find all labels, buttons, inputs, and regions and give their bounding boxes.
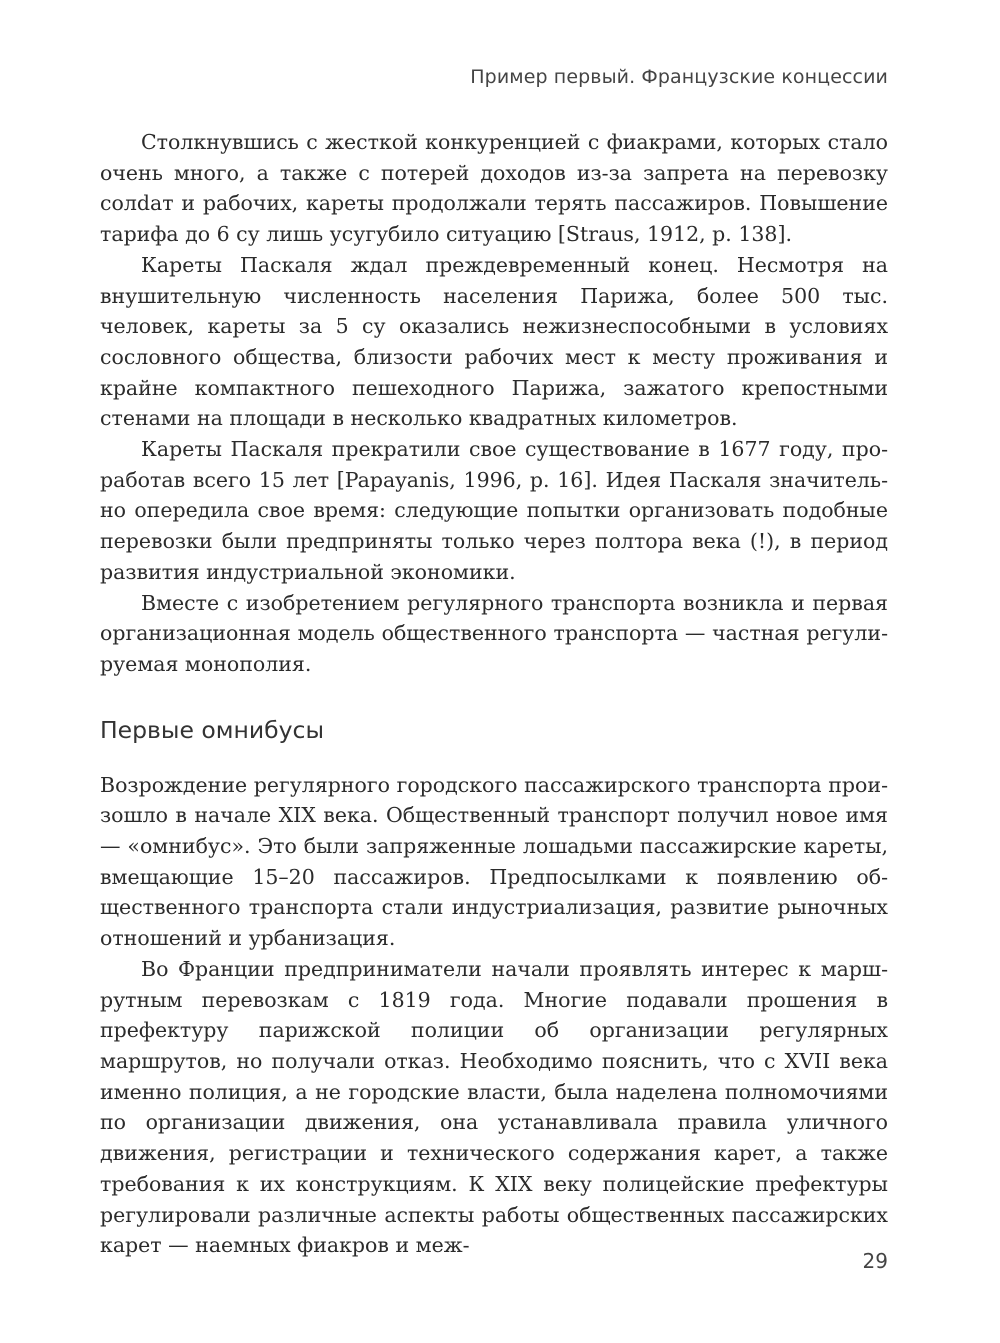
body-paragraph: Кареты Паскаля прекратили свое существование в 1677 году, проработав всего 15 лет [Papayanis, 1996, p. 16]. Идея Паскаля значительно опередила свое время: следующие попытки организовать подобные перевозки были предприняты только через полтора века (!), в период развития индустриальной экономики.: [100, 437, 888, 584]
body-paragraph: Вместе с изобретением регулярного транспорта возникла и первая организационная модель общественного транспорта — частная регулируемая монополия.: [100, 590, 888, 676]
page-number: 29: [862, 1249, 888, 1273]
body-paragraph: Возрождение регулярного городского пассажирского транспорта произошло в начале XIX века. Общественный транспорт получил новое имя — «омнибус». Это были запряженные лошадьми пассажирские кареты, вмещающие 15–20 пассажиров. Предпосылками к появлению общественного транспорта стали индустриализация, развитие рыночных отношений и урбанизация.: [100, 772, 888, 951]
body-paragraph: Кареты Паскаля ждал преждевременный конец. Несмотря на внушительную численность населения Парижа, более 500 тыс. человек, кареты за 5 су оказались нежизнеспособными в условиях сословного общества, близости рабочих мест к месту проживания и крайне компактного пешеходного Парижа, зажатого крепостными стенами на площади в несколько квадратных километров.: [100, 252, 888, 431]
body-paragraph: Во Франции предприниматели начали проявлять интерес к маршрутным перевозкам с 1819 года. Многие подавали прошения в префектуру парижской полиции об организации регулярных маршрутов, но получали отказ. Необходимо пояснить, что с XVII века именно полиция, а не городские власти, была наделена полномочиями по организации движения, она устанавливала правила уличного движения, регистрации и технического содержания карет, а также требования к их конструкциям. К XIX веку полицейские префектуры регулировали различные аспекты работы общественных пассажирских карет — наемных фиакров и меж-: [100, 956, 888, 1258]
page-body: [100, 127, 888, 1261]
running-head-title: Пример первый. Французские концессии: [470, 66, 888, 88]
body-paragraph: Столкнувшись с жесткой конкуренцией с фиакрами, которых стало очень много, а также с потерей доходов из-за запрета на перевозку солdат и рабочих, кареты продолжали терять пассажиров. Повышение тарифа до 6 су лишь усугубило ситуацию [Straus, 1912, p. 138].: [100, 130, 888, 247]
section-heading: Первые омнибусы: [100, 715, 324, 744]
